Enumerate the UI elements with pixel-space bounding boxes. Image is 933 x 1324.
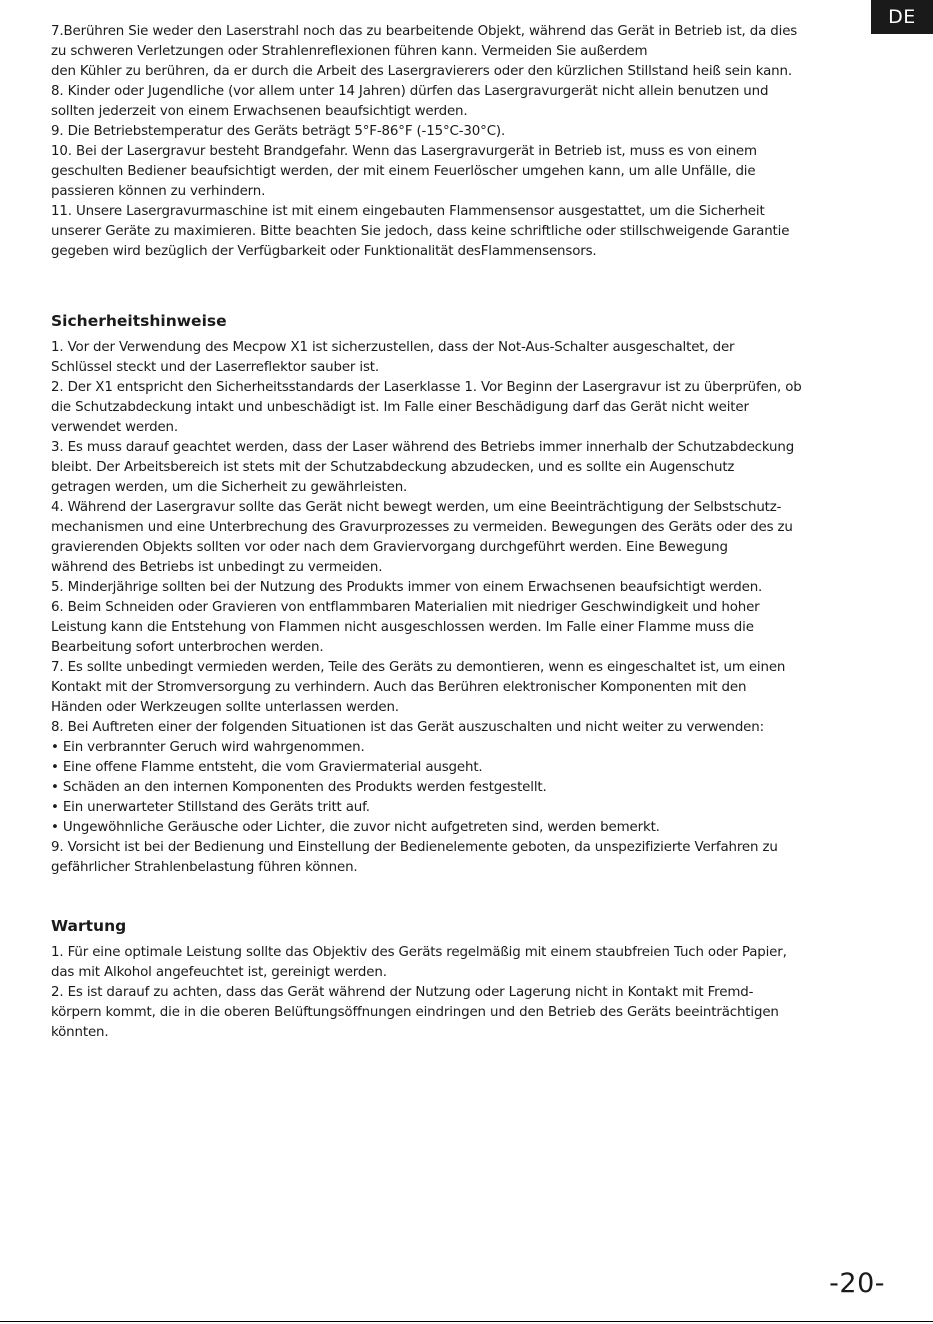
text-line: könnten. xyxy=(51,1025,109,1040)
text-line: die Schutzabdeckung intakt und unbeschädigt ist. Im Falle einer Beschädigung darf das Gerät nicht weiter xyxy=(51,400,749,415)
text-line: gefährlicher Strahlenbelastung führen können. xyxy=(51,860,358,875)
text-line: • Ein verbrannter Geruch wird wahrgenommen. xyxy=(51,740,365,755)
text-line: 9. Vorsicht ist bei der Bedienung und Einstellung der Bedienelemente geboten, da unspezifizierte Verfahren zu xyxy=(51,840,778,855)
text-line: 5. Minderjährige sollten bei der Nutzung des Produkts immer von einem Erwachsenen beaufsichtigt werden. xyxy=(51,580,763,595)
text-line: • Eine offene Flamme entsteht, die vom Graviermaterial ausgeht. xyxy=(51,760,483,775)
text-line: Bearbeitung sofort unterbrochen werden. xyxy=(51,640,324,655)
text-line: getragen werden, um die Sicherheit zu gewährleisten. xyxy=(51,480,408,495)
text-line: gravierenden Objekts sollten vor oder nach dem Graviervorgang durchgeführt werden. Eine Bewegung xyxy=(51,540,728,555)
text-line: Leistung kann die Entstehung von Flammen nicht ausgeschlossen werden. Im Falle einer Flamme muss die xyxy=(51,620,754,635)
bottom-rule xyxy=(0,1321,933,1322)
text-line: • Ungewöhnliche Geräusche oder Lichter, die zuvor nicht aufgetreten sind, werden bemerkt. xyxy=(51,820,660,835)
text-line: verwendet werden. xyxy=(51,420,178,435)
text-line: Schlüssel steckt und der Laserreflektor sauber ist. xyxy=(51,360,379,375)
text-line: • Schäden an den internen Komponenten des Produkts werden festgestellt. xyxy=(51,780,547,795)
text-line: 4. Während der Lasergravur sollte das Gerät nicht bewegt werden, um eine Beeinträchtigung der Selbstschutz- xyxy=(51,500,782,515)
text-line: 8. Kinder oder Jugendliche (vor allem unter 14 Jahren) dürfen das Lasergravurgerät nicht allein benutzen und xyxy=(51,84,769,99)
text-line: 3. Es muss darauf geachtet werden, dass der Laser während des Betriebs immer innerhalb der Schutzabdeckung xyxy=(51,440,795,455)
maintenance-section xyxy=(51,943,883,1043)
text-line: bleibt. Der Arbeitsbereich ist stets mit der Schutzabdeckung abzudecken, und es sollte ein Augenschutz xyxy=(51,460,735,475)
document-body xyxy=(51,22,883,1043)
text-line: während des Betriebs ist unbedingt zu vermeiden. xyxy=(51,560,383,575)
text-line: 6. Beim Schneiden oder Gravieren von entflammbaren Materialien mit niedriger Geschwindigkeit und hoher xyxy=(51,600,760,615)
text-line: 9. Die Betriebstemperatur des Geräts beträgt 5°F-86°F (-15°C-30°C). xyxy=(51,124,506,139)
text-line: gegeben wird bezüglich der Verfügbarkeit oder Funktionalität desFlammensensors. xyxy=(51,244,597,259)
text-line: das mit Alkohol angefeuchtet ist, gereinigt werden. xyxy=(51,965,387,980)
text-line: körpern kommt, die in die oberen Belüftungsöffnungen eindringen und den Betrieb des Geräts beeinträchtigen xyxy=(51,1005,779,1020)
page-number: -20- xyxy=(829,1268,885,1299)
safety-section xyxy=(51,338,883,878)
text-line: den Kühler zu berühren, da er durch die Arbeit des Lasergravierers oder den kürzlichen Stillstand heiß sein kann. xyxy=(51,64,792,79)
text-line: zu schweren Verletzungen oder Strahlenreflexionen führen kann. Vermeiden Sie außerdem xyxy=(51,44,648,59)
text-line: 2. Der X1 entspricht den Sicherheitsstandards der Laserklasse 1. Vor Beginn der Lasergravur ist zu überprüfen, ob xyxy=(51,380,802,395)
text-line: 1. Für eine optimale Leistung sollte das Objektiv des Geräts regelmäßig mit einem staubfreien Tuch oder Papier, xyxy=(51,945,787,960)
text-line: 10. Bei der Lasergravur besteht Brandgefahr. Wenn das Lasergravurgerät in Betrieb ist, muss es von einem xyxy=(51,144,757,159)
language-tab: DE xyxy=(871,0,933,34)
text-line: unserer Geräte zu maximieren. Bitte beachten Sie jedoch, dass keine schriftliche oder stillschweigende Garantie xyxy=(51,224,790,239)
text-line: 11. Unsere Lasergravurmaschine ist mit einem eingebauten Flammensensor ausgestattet, um die Sicherheit xyxy=(51,204,765,219)
text-line: geschulten Bediener beaufsichtigt werden, der mit einem Feuerlöscher umgehen kann, um alle Unfälle, die xyxy=(51,164,756,179)
text-line: passieren können zu verhindern. xyxy=(51,184,266,199)
section-heading-safety: Sicherheitshinweise xyxy=(51,312,227,330)
text-line: • Ein unerwarteter Stillstand des Geräts tritt auf. xyxy=(51,800,370,815)
text-line: Kontakt mit der Stromversorgung zu verhindern. Auch das Berühren elektronischer Komponenten mit den xyxy=(51,680,747,695)
section-heading-maintenance: Wartung xyxy=(51,917,127,935)
text-line: 1. Vor der Verwendung des Mecpow X1 ist sicherzustellen, dass der Not-Aus-Schalter ausgeschaltet, der xyxy=(51,340,735,355)
intro-section xyxy=(51,22,883,262)
text-line: 2. Es ist darauf zu achten, dass das Gerät während der Nutzung oder Lagerung nicht in Kontakt mit Fremd- xyxy=(51,985,754,1000)
text-line: 7. Es sollte unbedingt vermieden werden, Teile des Geräts zu demontieren, wenn es eingeschaltet ist, um einen xyxy=(51,660,786,675)
text-line: mechanismen und eine Unterbrechung des Gravurprozesses zu vermeiden. Bewegungen des Geräts oder des zu xyxy=(51,520,793,535)
text-line: 8. Bei Auftreten einer der folgenden Situationen ist das Gerät auszuschalten und nicht weiter zu verwenden: xyxy=(51,720,764,735)
text-line: Händen oder Werkzeugen sollte unterlassen werden. xyxy=(51,700,399,715)
text-line: sollten jederzeit von einem Erwachsenen beaufsichtigt werden. xyxy=(51,104,468,119)
text-line: 7.Berühren Sie weder den Laserstrahl noch das zu bearbeitende Objekt, während das Gerät in Betrieb ist, da dies xyxy=(51,24,798,39)
